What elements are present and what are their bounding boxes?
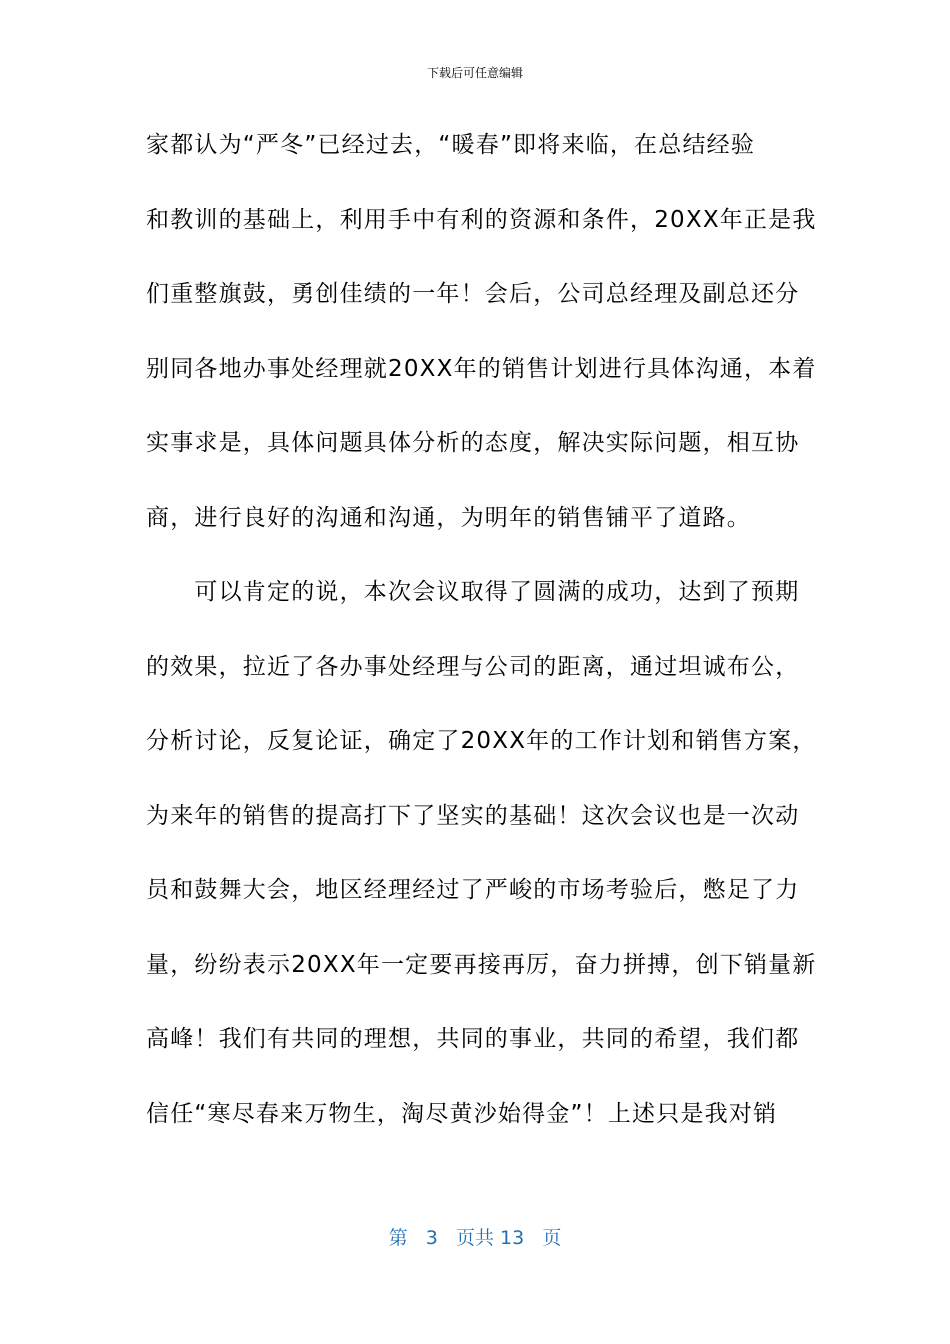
text-line: 分析讨论，反复论证，确定了20XX年的工作计划和销售方案， [146, 728, 817, 754]
page-number-footer [0, 1224, 950, 1252]
text-line: 实事求是，具体问题具体分析的态度，解决实际问题，相互协 [146, 430, 800, 456]
total-pages-number: 13 [500, 1227, 525, 1249]
text-line: 员和鼓舞大会，地区经理经过了严峻的市场考验后，憋足了力 [146, 877, 800, 903]
text-line: 商，进行良好的沟通和沟通，为明年的销售铺平了道路。 [146, 504, 751, 531]
text-line: 信任“寒尽春来万物生，淘尽黄沙始得金”！上述只是我对销 [146, 1100, 778, 1127]
text-line: 高峰！我们有共同的理想，共同的事业，共同的希望，我们都 [146, 1026, 800, 1052]
current-page-number: 3 [425, 1227, 438, 1249]
page-header: 下载后可任意编辑 [426, 66, 523, 80]
footer-prefix: 第 [388, 1227, 408, 1249]
text-line: 可以肯定的说，本次会议取得了圆满的成功，达到了预期 [146, 579, 800, 605]
text-line: 和教训的基础上，利用手中有利的资源和条件，20XX年正是我 [146, 206, 817, 233]
text-line: 为来年的销售的提高打下了坚实的基础！这次会议也是一次动 [146, 802, 800, 829]
text-line: 量，纷纷表示20XX年一定要再接再厉，奋力拼搏，创下销量新 [146, 951, 817, 978]
footer-middle: 页共 [455, 1227, 494, 1249]
text-line: 别同各地办事处经理就20XX年的销售计划进行具体沟通，本着 [146, 355, 817, 382]
footer-suffix: 页 [542, 1227, 562, 1249]
text-line: 们重整旗鼓，勇创佳绩的一年！会后，公司总经理及副总还分 [146, 281, 800, 307]
text-line: 家都认为“严冬”已经过去，“暖春”即将来临，在总结经验 [146, 132, 756, 158]
text-line: 的效果，拉近了各办事处经理与公司的距离，通过坦诚布公， [146, 653, 800, 680]
document-body [146, 108, 817, 1151]
